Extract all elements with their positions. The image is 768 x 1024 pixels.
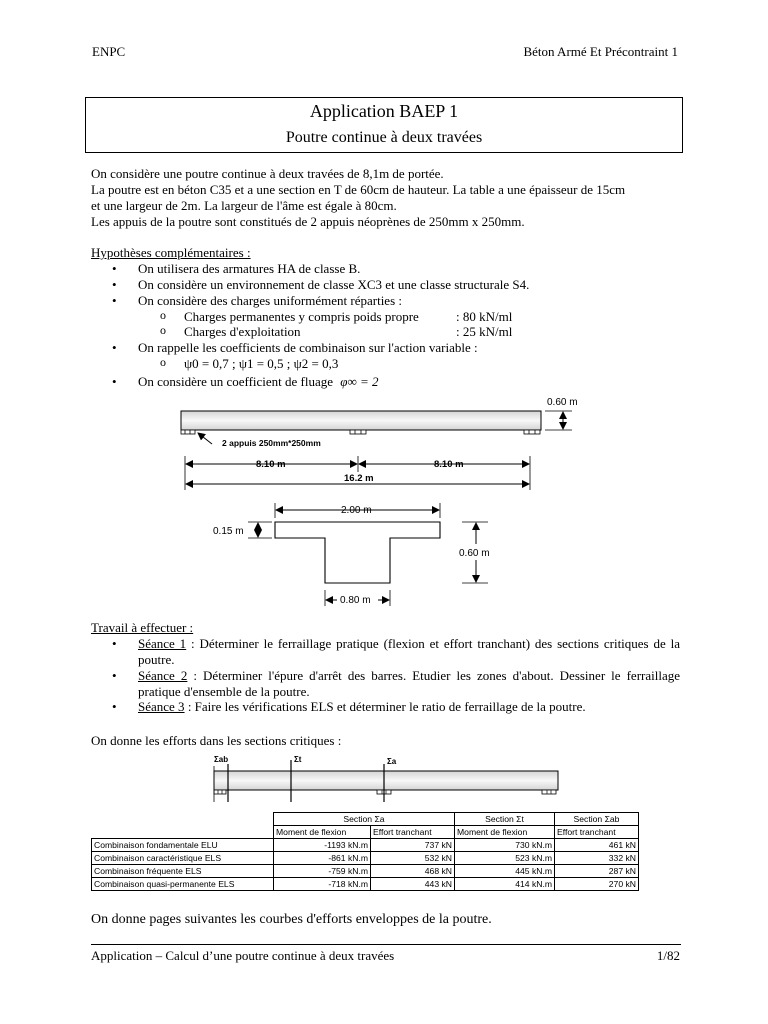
page-number: 1/82 [656, 948, 680, 963]
table-cell: 468 kN [371, 865, 455, 878]
seance-text: : Déterminer l'épure d'arrêt des barres. Etudier les zones d'about. Dessiner le ferraillage pratique d'ensemble de la poutre. [138, 667, 681, 699]
table-cell: 737 kN [371, 839, 455, 852]
support-label: 2 appuis 250mm*250mm [222, 438, 321, 448]
intro-line: et une largeur de 2m. La largeur de l'âme est égale à 80cm. [91, 197, 397, 213]
seance-text: : Faire les vérifications ELS et déterminer le ratio de ferraillage de la poutre. [184, 699, 586, 715]
table-row [92, 865, 639, 878]
section-a-label: Σa [387, 757, 397, 766]
section-height-label: 0.60 m [459, 548, 490, 559]
section-t-label: Σt [294, 755, 302, 764]
title-sub: Poutre continue à deux travées [285, 128, 483, 146]
fluage-text: On considère un coefficient de fluage [138, 374, 334, 390]
title-main: Application BAEP 1 [309, 101, 459, 121]
hypotheses-heading: Hypothèses complémentaires : [91, 245, 251, 260]
web-width-label: 0.80 m [340, 595, 371, 606]
table-group-header: Section Σab [555, 813, 639, 826]
seance-label: Séance 1 [138, 636, 187, 651]
table-cell: -1193 kN.m [274, 839, 371, 852]
table-cell: -718 kN.m [274, 878, 371, 891]
table-subheader: Moment de flexion [274, 826, 371, 839]
intro-line: La poutre est en béton C35 et a une section en T de 60cm de hauteur. La table a une épaisseur de 15cm [91, 181, 626, 197]
efforts-intro: On donne les efforts dans les sections critiques : [91, 733, 342, 748]
row-label: Combinaison quasi-permanente ELS [92, 878, 274, 891]
seance-label: Séance 2 [138, 667, 188, 683]
charge-label: Charges permanentes y compris poids propre [184, 308, 419, 324]
charge-value: : 80 kN/ml [456, 308, 513, 324]
table-group-header: Section Σt [455, 813, 555, 826]
efforts-table [91, 812, 639, 891]
travail-heading: Travail à effectuer : [91, 620, 194, 635]
table-row [92, 878, 639, 891]
psi-intro: On rappelle les coefficients de combinaison sur l'action variable : [138, 340, 478, 356]
row-label: Combinaison fréquente ELS [92, 865, 274, 878]
table-corner [92, 826, 274, 839]
charge-value: : 25 kN/ml [456, 324, 513, 340]
table-cell: 532 kN [371, 852, 455, 865]
list-item: • On considère un environnement de classe XC3 et une classe structurale S4. [112, 277, 680, 293]
table-subheader: Effort tranchant [555, 826, 639, 839]
table-row [92, 852, 639, 865]
table-group-header: Section Σa [274, 813, 455, 826]
charges-intro: On considère des charges uniformément réparties : [138, 292, 402, 308]
closing-text: On donne pages suivantes les courbes d'efforts enveloppes de la poutre. [91, 912, 492, 927]
table-row [92, 839, 639, 852]
table-corner [92, 813, 274, 826]
table-cell: 523 kN.m [455, 852, 555, 865]
table-cell: -861 kN.m [274, 852, 371, 865]
table-subheader: Effort tranchant [371, 826, 455, 839]
section-ab-label: Σab [214, 755, 229, 764]
span1-label: 8.10 m [256, 459, 286, 470]
intro-line: On considère une poutre continue à deux travées de 8,1m de portée. [91, 166, 444, 181]
footer-left: Application – Calcul d’une poutre continue à deux travées [91, 948, 395, 963]
row-label: Combinaison caractéristique ELS [92, 852, 274, 865]
table-cell: 270 kN [555, 878, 639, 891]
header-right: Béton Armé Et Précontraint 1 [523, 44, 678, 59]
beam-body-2 [214, 771, 558, 790]
table-subheader-row [92, 826, 639, 839]
header-left: ENPC [92, 44, 126, 59]
span2-label: 8.10 m [434, 459, 464, 470]
table-thickness-label: 0.15 m [213, 526, 244, 537]
table-cell: -759 kN.m [274, 865, 371, 878]
psi-item: o ψ0 = 0,7 ; ψ1 = 0,5 ; ψ2 = 0,3 [138, 356, 680, 372]
table-subheader: Moment de flexion [455, 826, 555, 839]
table-cell: 414 kN.m [455, 878, 555, 891]
fluage-value: φ∞ = 2 [340, 374, 379, 390]
table-width-label: 2.00 m [341, 505, 372, 516]
intro-line: Les appuis de la poutre sont constitués de 2 appuis néoprènes de 250mm x 250mm. [91, 213, 525, 229]
row-label: Combinaison fondamentale ELU [92, 839, 274, 852]
total-label: 16.2 m [344, 473, 374, 484]
table-cell: 461 kN [555, 839, 639, 852]
table-cell: 443 kN [371, 878, 455, 891]
height-label: 0.60 m [547, 397, 578, 408]
table-cell: 332 kN [555, 852, 639, 865]
table-cell: 730 kN.m [455, 839, 555, 852]
list-item: • On utilisera des armatures HA de classe B. [112, 261, 680, 277]
table-cell: 287 kN [555, 865, 639, 878]
charge-label: Charges d'exploitation [184, 324, 301, 340]
seance-label: Séance 3 [138, 699, 185, 715]
table-cell: 445 kN.m [455, 865, 555, 878]
support-left-2 [214, 790, 226, 794]
seance-text: : Déterminer le ferraillage pratique (flexion et effort tranchant) des sections critiques de la poutre. [138, 636, 681, 667]
table-group-row [92, 813, 639, 826]
footer-divider [91, 944, 681, 945]
support-right-2 [542, 790, 556, 794]
